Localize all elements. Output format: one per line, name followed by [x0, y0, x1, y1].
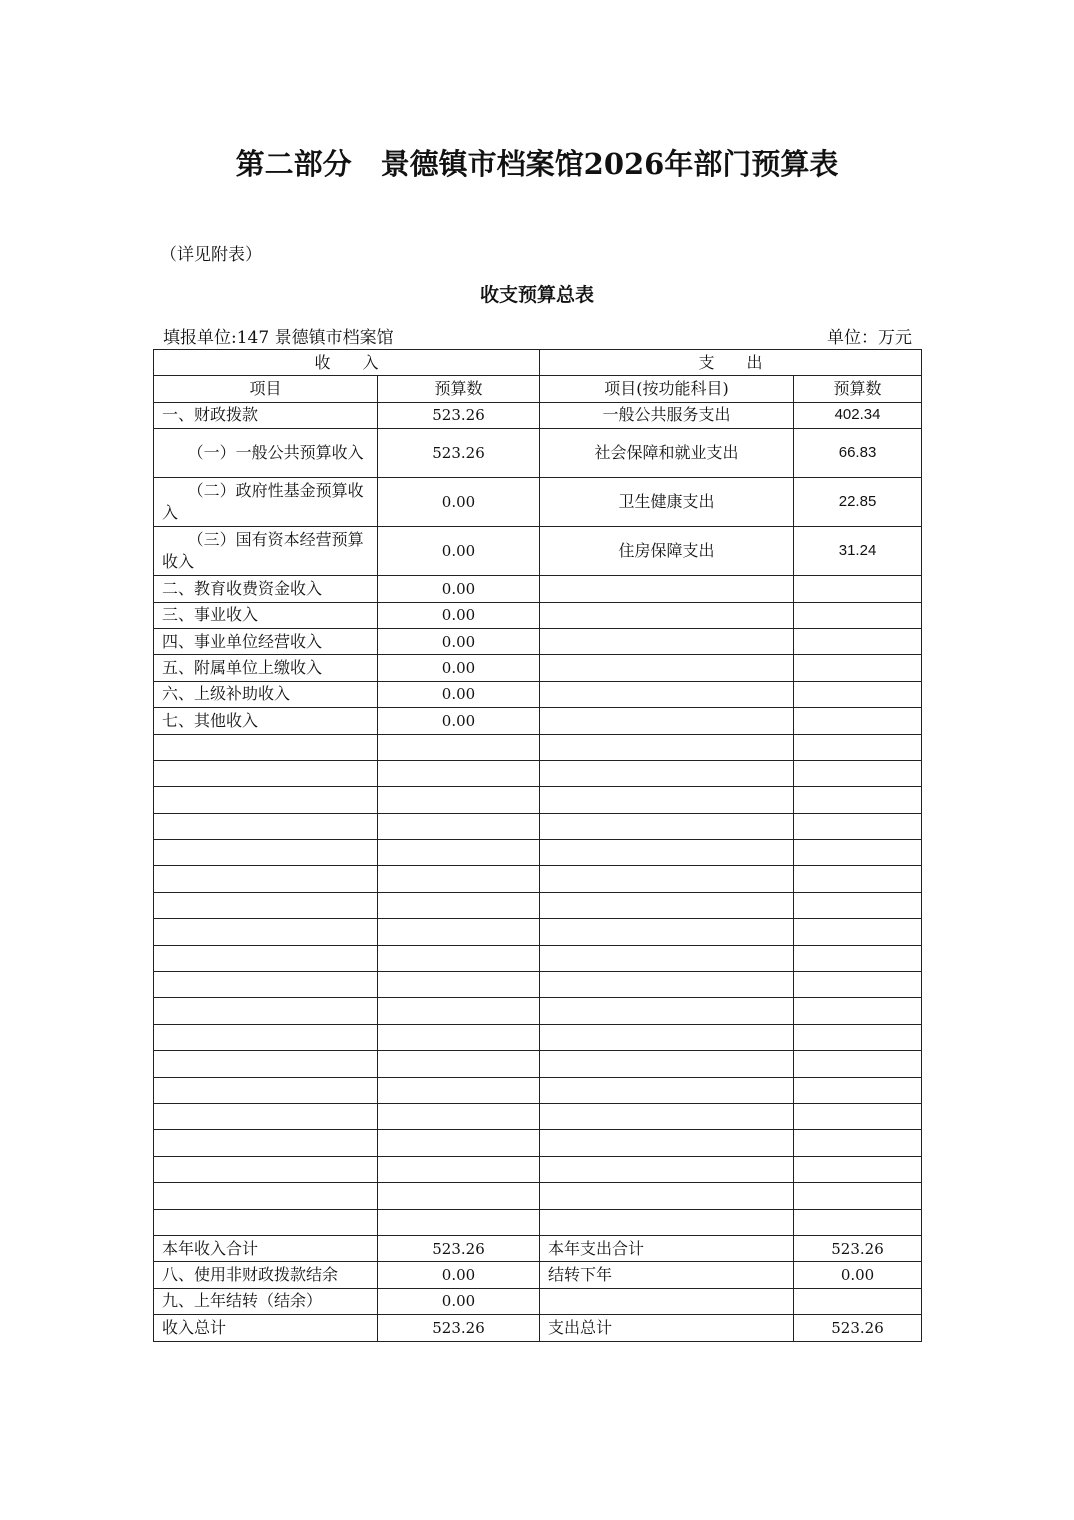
- empty-row: [154, 1077, 922, 1103]
- expense-item-cell: [540, 708, 794, 734]
- empty-cell: [154, 760, 378, 786]
- table-row: [154, 602, 922, 628]
- empty-row: [154, 840, 922, 866]
- table-row: [154, 628, 922, 654]
- income-value-cell: 0.00: [378, 478, 540, 527]
- empty-cell: [540, 787, 794, 813]
- empty-cell: [794, 945, 922, 971]
- empty-cell: [540, 1130, 794, 1156]
- empty-cell: [154, 734, 378, 760]
- empty-row: [154, 945, 922, 971]
- income-item-cell: 七、其他收入: [154, 708, 378, 734]
- empty-cell: [540, 919, 794, 945]
- empty-cell: [378, 1183, 540, 1209]
- empty-row: [154, 813, 922, 839]
- empty-cell: [540, 1183, 794, 1209]
- expense-value-cell: 22.85: [794, 478, 922, 527]
- note-text: （详见附表）: [160, 245, 262, 265]
- empty-cell: [154, 787, 378, 813]
- expense-value-cell: 523.26: [794, 1315, 922, 1341]
- empty-cell: [378, 840, 540, 866]
- empty-cell: [378, 998, 540, 1024]
- expense-item-cell: 本年支出合计: [540, 1235, 794, 1261]
- empty-row: [154, 1156, 922, 1182]
- col-header-func-item: 项目(按功能科目): [540, 376, 794, 402]
- empty-row: [154, 972, 922, 998]
- income-group-header: 收 入: [154, 350, 540, 376]
- empty-cell: [154, 972, 378, 998]
- income-item-cell: 八、使用非财政拨款结余: [154, 1262, 378, 1288]
- empty-cell: [794, 998, 922, 1024]
- empty-cell: [154, 1130, 378, 1156]
- expense-value-cell: [794, 628, 922, 654]
- income-item-cell: 三、事业收入: [154, 602, 378, 628]
- expense-item-cell: 卫生健康支出: [540, 478, 794, 527]
- table-row: [154, 655, 922, 681]
- income-value-cell: 523.26: [378, 1235, 540, 1261]
- empty-row: [154, 1209, 922, 1235]
- empty-row: [154, 1130, 922, 1156]
- empty-cell: [540, 1051, 794, 1077]
- empty-cell: [540, 760, 794, 786]
- empty-cell: [154, 813, 378, 839]
- empty-cell: [378, 919, 540, 945]
- expense-value-cell: [794, 1288, 922, 1314]
- expense-value-cell: [794, 576, 922, 602]
- income-value-cell: 0.00: [378, 576, 540, 602]
- empty-cell: [154, 866, 378, 892]
- table-row: [154, 402, 922, 428]
- empty-cell: [154, 998, 378, 1024]
- expense-item-cell: [540, 602, 794, 628]
- income-item-cell: 本年收入合计: [154, 1235, 378, 1261]
- income-value-cell: 0.00: [378, 655, 540, 681]
- empty-cell: [794, 1051, 922, 1077]
- empty-row: [154, 1103, 922, 1129]
- empty-cell: [794, 866, 922, 892]
- empty-cell: [540, 866, 794, 892]
- expense-item-cell: 结转下年: [540, 1262, 794, 1288]
- empty-row: [154, 892, 922, 918]
- empty-cell: [378, 1024, 540, 1050]
- col-header-budget: 预算数: [378, 376, 540, 402]
- empty-cell: [794, 1156, 922, 1182]
- empty-cell: [540, 1024, 794, 1050]
- empty-cell: [794, 1077, 922, 1103]
- empty-cell: [154, 1077, 378, 1103]
- income-value-cell: 523.26: [378, 429, 540, 478]
- expense-item-cell: 社会保障和就业支出: [540, 429, 794, 478]
- empty-cell: [794, 734, 922, 760]
- expense-value-cell: [794, 681, 922, 707]
- empty-row: [154, 1183, 922, 1209]
- empty-cell: [540, 840, 794, 866]
- empty-cell: [540, 892, 794, 918]
- table-row: [154, 527, 922, 576]
- empty-cell: [794, 1024, 922, 1050]
- empty-cell: [154, 1183, 378, 1209]
- empty-cell: [540, 1077, 794, 1103]
- table-row: [154, 681, 922, 707]
- expense-item-cell: [540, 681, 794, 707]
- empty-cell: [794, 972, 922, 998]
- empty-row: [154, 734, 922, 760]
- expense-item-cell: [540, 628, 794, 654]
- empty-cell: [540, 813, 794, 839]
- table-row: [154, 1315, 922, 1341]
- unit-label: 单位：万元: [827, 328, 912, 348]
- expense-value-cell: [794, 708, 922, 734]
- expense-item-cell: [540, 576, 794, 602]
- empty-row: [154, 866, 922, 892]
- table-row: [154, 1288, 922, 1314]
- empty-cell: [378, 1051, 540, 1077]
- empty-cell: [154, 892, 378, 918]
- empty-cell: [794, 892, 922, 918]
- empty-cell: [540, 734, 794, 760]
- empty-row: [154, 919, 922, 945]
- empty-cell: [794, 1130, 922, 1156]
- empty-row: [154, 787, 922, 813]
- income-value-cell: 0.00: [378, 681, 540, 707]
- expense-item-cell: [540, 1288, 794, 1314]
- empty-cell: [378, 1103, 540, 1129]
- header-row-columns: [154, 376, 922, 402]
- empty-cell: [154, 840, 378, 866]
- empty-cell: [540, 1156, 794, 1182]
- expense-group-header: 支 出: [540, 350, 922, 376]
- income-item-cell: 一、财政拨款: [154, 402, 378, 428]
- expense-value-cell: 523.26: [794, 1235, 922, 1261]
- income-value-cell: 0.00: [378, 708, 540, 734]
- empty-cell: [794, 1103, 922, 1129]
- empty-cell: [154, 945, 378, 971]
- empty-cell: [154, 1209, 378, 1235]
- table-title: 收支预算总表: [479, 284, 594, 306]
- expense-value-cell: [794, 602, 922, 628]
- income-item-cell: （二）政府性基金预算收入: [154, 478, 378, 527]
- empty-cell: [378, 1156, 540, 1182]
- empty-row: [154, 760, 922, 786]
- expense-value-cell: 0.00: [794, 1262, 922, 1288]
- expense-value-cell: 402.34: [794, 402, 922, 428]
- empty-row: [154, 1051, 922, 1077]
- income-item-cell: 五、附属单位上缴收入: [154, 655, 378, 681]
- income-value-cell: 0.00: [378, 628, 540, 654]
- income-item-cell: 六、上级补助收入: [154, 681, 378, 707]
- col-header-item: 项目: [154, 376, 378, 402]
- income-value-cell: 0.00: [378, 602, 540, 628]
- empty-cell: [378, 945, 540, 971]
- income-value-cell: 523.26: [378, 402, 540, 428]
- income-value-cell: 523.26: [378, 1315, 540, 1341]
- empty-cell: [794, 1209, 922, 1235]
- empty-cell: [378, 866, 540, 892]
- table-row: [154, 429, 922, 478]
- empty-cell: [378, 813, 540, 839]
- expense-item-cell: [540, 655, 794, 681]
- empty-cell: [154, 1156, 378, 1182]
- col-header-budget2: 预算数: [794, 376, 922, 402]
- income-value-cell: 0.00: [378, 527, 540, 576]
- empty-cell: [378, 892, 540, 918]
- income-item-cell: 四、事业单位经营收入: [154, 628, 378, 654]
- empty-cell: [794, 919, 922, 945]
- table-row: [154, 576, 922, 602]
- empty-cell: [540, 1209, 794, 1235]
- expense-value-cell: 31.24: [794, 527, 922, 576]
- empty-cell: [378, 1077, 540, 1103]
- income-item-cell: 九、上年结转（结余）: [154, 1288, 378, 1314]
- header-row-groups: [154, 350, 922, 376]
- table-row: [154, 1262, 922, 1288]
- table-row: [154, 1235, 922, 1261]
- empty-cell: [794, 1183, 922, 1209]
- expense-item-cell: 一般公共服务支出: [540, 402, 794, 428]
- expense-item-cell: 住房保障支出: [540, 527, 794, 576]
- income-value-cell: 0.00: [378, 1288, 540, 1314]
- empty-cell: [154, 1024, 378, 1050]
- empty-cell: [378, 787, 540, 813]
- empty-cell: [540, 972, 794, 998]
- expense-item-cell: 支出总计: [540, 1315, 794, 1341]
- expense-value-cell: 66.83: [794, 429, 922, 478]
- empty-cell: [378, 734, 540, 760]
- empty-cell: [378, 1130, 540, 1156]
- table-row: [154, 478, 922, 527]
- empty-cell: [378, 1209, 540, 1235]
- empty-cell: [154, 1051, 378, 1077]
- income-value-cell: 0.00: [378, 1262, 540, 1288]
- empty-row: [154, 998, 922, 1024]
- empty-cell: [794, 760, 922, 786]
- income-item-cell: （三）国有资本经营预算收入: [154, 527, 378, 576]
- page-title: 第二部分 景德镇市档案馆2026年部门预算表: [235, 147, 839, 181]
- empty-cell: [154, 1103, 378, 1129]
- table-row: [154, 708, 922, 734]
- empty-cell: [794, 840, 922, 866]
- budget-table: [153, 349, 922, 1342]
- empty-cell: [540, 998, 794, 1024]
- income-item-cell: （一）一般公共预算收入: [154, 429, 378, 478]
- expense-value-cell: [794, 655, 922, 681]
- income-item-cell: 二、教育收费资金收入: [154, 576, 378, 602]
- empty-cell: [540, 1103, 794, 1129]
- empty-cell: [154, 919, 378, 945]
- fill-unit-label: 填报单位:147 景德镇市档案馆: [163, 328, 394, 348]
- empty-cell: [794, 813, 922, 839]
- empty-cell: [794, 787, 922, 813]
- empty-cell: [378, 760, 540, 786]
- empty-row: [154, 1024, 922, 1050]
- income-item-cell: 收入总计: [154, 1315, 378, 1341]
- empty-cell: [540, 945, 794, 971]
- empty-cell: [378, 972, 540, 998]
